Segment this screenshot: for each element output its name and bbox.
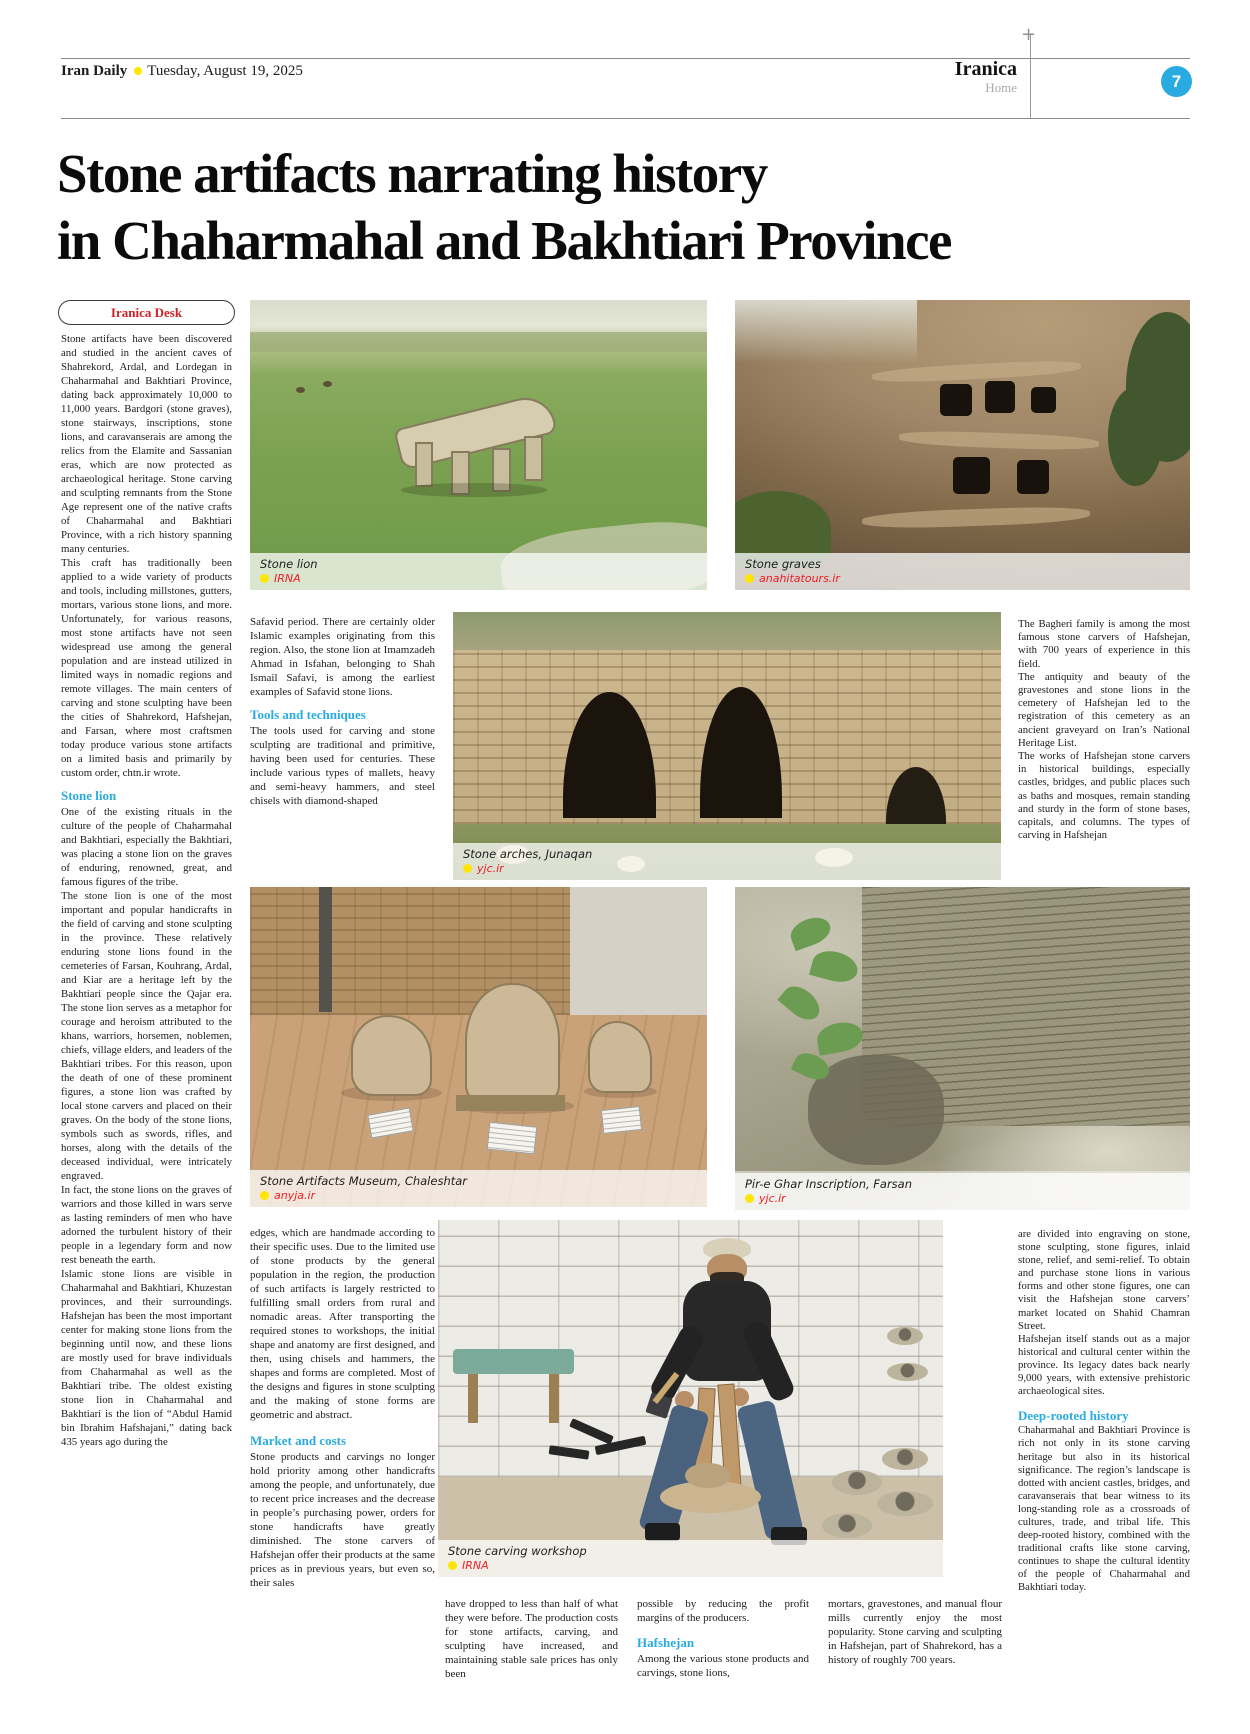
stone-mortar-shelf (887, 1327, 922, 1345)
subhead-tools: Tools and techniques (250, 707, 366, 722)
caption-text: Stone lion (260, 557, 318, 571)
paragraph: The Bagheri family is among the most famous stone carvers of Hafshejan, with 700 years of experience in this field. (1018, 618, 1190, 670)
photo-caption (735, 553, 1190, 590)
caption-credit (448, 1559, 933, 1572)
photo-caption (250, 553, 707, 590)
stone-lion-statue (588, 1021, 651, 1092)
paragraph: Islamic stone lions are visible in Chaharmahal and Bakhtiari, Khuzestan provinces, and their surroundings. Hafshejan has been the most important center for making stone lions from the beginning until now, and these lions are mostly used for brave individuals from Chaharmahal as well as the Bakhtiari tribe. The oldest existing stone lion in Chaharmahal and Bakhtiari is the lion of “Abdul Hamid bin Ibrahim Hafshajani,” dating back 435 years ago during the (61, 1268, 232, 1448)
photo-stone-arches (453, 612, 1001, 880)
stone-lion-leg (524, 436, 543, 481)
paragraph: Stone artifacts have been discovered and studied in the ancient caves of Shahrekord, Ardal, and Lordegan in Chaharmahal and Bakhtiari Province, dating back approximately 10,000 to 11,000 years. Bardgori (stone graves), stone stairways, inscriptions, stone lions, and caravanserais are among the relics from the Elamite and Sassanian eras, which are now protected as archaeological heritage. Stone carving and sculpting remnants from the Stone Age represent one of the native crafts of Chaharmahal and Bakhtiari Province, with a rich history spanning many centuries. (61, 333, 232, 555)
photo-caption (438, 1540, 943, 1577)
credit-dot-icon (745, 1194, 754, 1203)
drainpipe (319, 887, 333, 1012)
column-bottom-2 (637, 1597, 809, 1680)
caption-text: Pir-e Ghar Inscription, Farsan (745, 1177, 913, 1191)
paragraph: In fact, the stone lions on the graves of warriors and those killed in wars serve as lasting reminders of men who have adorned the turbulent history of their people in a legendary form and now rest beneath the earth. (61, 1184, 232, 1266)
credit-dot-icon (448, 1561, 457, 1570)
headline-line1: Stone artifacts narrating history (57, 143, 767, 204)
subhead-hafshejan: Hafshejan (637, 1635, 695, 1650)
leaf (809, 946, 860, 986)
bench-leg (468, 1374, 478, 1424)
masthead-bottom-rule (61, 118, 1190, 119)
caption-text: Stone Artifacts Museum, Chaleshtar (260, 1174, 468, 1188)
section-home-label: Home (985, 80, 1017, 95)
rock-ledge (862, 505, 1090, 530)
desk-badge: Iranica Desk (58, 300, 235, 325)
paragraph: This craft has traditionally been applied to a wide variety of products and tools, including millstones, gutters, mortars, various stone lions, and more. Unfortunately, for various reasons, most stone artifacts have not seen widespread use among the general population and are instead utilized in limited ways in nomadic regions and remote villages. The main centers of carving and stone sculpting have been the cities of Shahrekord, Hafshejan, and Farsan, where most craftsmen today produce various stone artifacts on a limited basis and primarily by custom order, chtn.ir wrote. (61, 557, 232, 779)
caption-credit (463, 862, 991, 875)
sky-haze (735, 300, 917, 364)
caption-credit (260, 572, 697, 585)
figure-shadow (401, 483, 547, 498)
masthead-dot-icon (134, 67, 142, 75)
headline-line2: in Chaharmahal and Bakhtiari Province (57, 210, 951, 271)
bench-leg (549, 1374, 559, 1424)
stone-mortar (822, 1513, 873, 1538)
stone-block (685, 1463, 730, 1488)
page-number-badge: 7 (1161, 66, 1192, 97)
paragraph: mortars, gravestones, and manual flour mills currently enjoy the most popularity. Stone carving and sculpting in Hafshejan, part of Shahrekord, has a history of roughly 700 years. (828, 1598, 1002, 1666)
paragraph: The antiquity and beauty of the gravestones and stone lions in the cemetery of Hafshejan led to the registration of this cemetery as an ancient graveyard on Iran’s National Heritage List. (1018, 670, 1190, 749)
credit-source: IRNA (462, 1559, 489, 1572)
caption-text: Stone arches, Junaqan (463, 847, 593, 861)
statue-plinth (456, 1095, 566, 1111)
caption-credit (745, 572, 1180, 585)
credit-dot-icon (745, 574, 754, 583)
grazing-animal (323, 381, 332, 387)
photo-caption (250, 1170, 707, 1207)
masthead-left (61, 63, 303, 80)
paragraph: edges, which are handmade according to their specific uses. Due to the limited use of stone products by the general population in the region, the production of such artifacts is largely restricted to fulfilling small orders from rural and nomadic areas. After transporting the required stones to workshops, the initial shape and anatomy are first designed, and then, using chisels and hammers, the shapes and forms are completed. Most of the designs and figures in stone sculpting and the making of stone forms are geometric and abstract. (250, 1227, 435, 1421)
stone-mortar (882, 1448, 927, 1469)
stone-lion-leg (415, 442, 434, 487)
paragraph: The stone lion is one of the most important and popular handicrafts in the field of carving and stone sculpting in the province. These relatively enduring stone lions found in the cemeteries of Farsan, Kouhrang, Ardal, and Kiar are a heritage left by the Bakhtiari people since the Qajar era. The stone lion serves as a metaphor for courage and heroism attributed to the khans, warriors, horsemen, noblemen, chiefs, village elders, and leaders of the Bakhtiari tribes. For this reason, upon the death of one of these prominent figures, a stone lion was crafted by local stone carvers and placed on their graves. On the body of the stone lions, symbols such as swords, rifles, and horses, along with the details of the deceased individual, were intricately engraved. (61, 890, 232, 1182)
grazing-animal (296, 387, 305, 393)
issue-date: Tuesday, August 19, 2025 (147, 63, 303, 79)
paragraph: possible by reducing the profit margins of the producers. (637, 1598, 809, 1624)
photo-inscription (735, 887, 1190, 1210)
subhead-deep-rooted: Deep-rooted history (1018, 1408, 1129, 1424)
credit-dot-icon (463, 864, 472, 873)
exhibit-label (486, 1121, 536, 1153)
grave-niche (940, 384, 972, 416)
hillside (453, 612, 1001, 650)
column-bottom-1 (445, 1597, 618, 1681)
credit-source: anahitatours.ir (759, 572, 840, 585)
section-block (850, 58, 1017, 95)
caption-text: Stone carving workshop (448, 1544, 587, 1558)
section-title: Iranica (954, 58, 1017, 80)
rock-ledge (899, 430, 1100, 451)
headline (57, 140, 1157, 274)
photo-caption (453, 843, 1001, 880)
grave-niche (953, 457, 989, 495)
subhead-stone-lion: Stone lion (61, 788, 117, 803)
photo-stone-graves (735, 300, 1190, 590)
column-right-upper (1018, 618, 1190, 842)
caption-credit (745, 1192, 1180, 1205)
crop-mark-plus-icon: + (1021, 24, 1037, 45)
credit-source: yjc.ir (759, 1192, 786, 1205)
photo-museum (250, 887, 707, 1207)
credit-dot-icon (260, 574, 269, 583)
leaf (786, 913, 833, 951)
paragraph: The tools used for carving and stone sculpting are traditional and primitive, having been used for centuries. These include various types of mallets, heavy and semi-heavy hammers, and steel chisels with diamond-shaped (250, 725, 435, 807)
paragraph: Safavid period. There are certainly older Islamic examples originating from this region. Also, the stone lion at Imamzadeh Ahmad in Isfahan, belonging to Shah Ismail Safavi, is among the earliest examples of Safavid stone lions. (250, 616, 435, 698)
column-2-upper (250, 615, 435, 808)
grave-niche (1031, 387, 1056, 413)
gray-wall (570, 887, 707, 1015)
paragraph: Hafshejan itself stands out as a major historical and cultural center within the province. Its legacy dates back nearly 9,000 years, with extensive prehistoric archaeological sites. (1018, 1332, 1190, 1398)
masthead-top-rule (61, 58, 1190, 59)
paragraph: The works of Hafshejan stone carvers in historical buildings, especially castles, bridges, and public places such as baths and mosques, remain standing and sturdy in the form of stone bases, capitals, and columns. The types of carving in Hafshejan (1018, 750, 1190, 842)
grave-niche (1017, 460, 1049, 495)
shoe (645, 1523, 680, 1541)
leaf (777, 980, 825, 1026)
masthead-divider (1030, 34, 1031, 118)
exhibit-label (601, 1106, 642, 1134)
treeline (250, 332, 707, 352)
paragraph: have dropped to less than half of what they were before. The production costs for stone artifacts, carving, and sculpting have increased, and maintaining stable sale prices has only been (445, 1598, 618, 1680)
credit-source: anyja.ir (274, 1189, 316, 1202)
caption-credit (260, 1189, 697, 1202)
paragraph: One of the existing rituals in the culture of the people of Chaharmahal and Bakhtiari, especially the Bakhtiari, was placing a stone lion on the graves of enduring, renowned, great, and famous figures of the tribe. (61, 806, 232, 888)
column-left (61, 332, 232, 1449)
photo-caption (735, 1173, 1190, 1210)
subhead-market: Market and costs (250, 1433, 347, 1448)
paragraph: Stone products and carvings no longer hold priority among other handicrafts among the people, and unfortunately, due to recent price increases and the decrease in people’s purchasing power, orders for stone handicrafts have greatly diminished. The stone carvers of Hafshejan offer their products at the same prices as in previous years, but even so, their sales (250, 1451, 435, 1589)
column-2-lower (250, 1226, 435, 1590)
green-bench (453, 1349, 574, 1374)
grave-niche (985, 381, 1015, 413)
photo-stone-lion (250, 300, 707, 590)
credit-source: yjc.ir (477, 862, 504, 875)
column-right-lower (1018, 1228, 1190, 1595)
stone-ram-statue-large (465, 983, 560, 1102)
stone-mortar-shelf (887, 1363, 927, 1381)
credit-dot-icon (260, 1191, 269, 1200)
stone-mortar (832, 1470, 883, 1495)
paragraph: Among the various stone products and carvings, stone lions, (637, 1653, 809, 1679)
tree (1108, 387, 1163, 486)
photo-workshop (438, 1220, 943, 1577)
paper-name: Iran Daily (61, 63, 128, 79)
credit-source: IRNA (274, 572, 301, 585)
column-bottom-3 (828, 1597, 1002, 1667)
caption-text: Stone graves (745, 557, 821, 571)
paragraph: Chaharmahal and Bakhtiari Province is rich not only in its stone carving heritage but also in its historical significance. The region’s landscape is dotted with ancient castles, bridges, and caravanserais that bear witness to its long-standing role as a crossroads of cultures, trade, and tribal life. This deep-rooted history, combined with the traditional crafts like stone carving, continues to shape the cultural identity of the people of Chaharmahal and Bakhtiari today. (1018, 1424, 1190, 1594)
leaf (815, 1019, 865, 1056)
paragraph: are divided into engraving on stone, stone sculpting, stone figures, inlaid stone, relief, and semi-relief. To obtain and purchase stone lions in various forms and other stone figures, one can visit the Hafshejan stone carvers’ market located on Shahid Chamran Street. (1018, 1228, 1190, 1332)
